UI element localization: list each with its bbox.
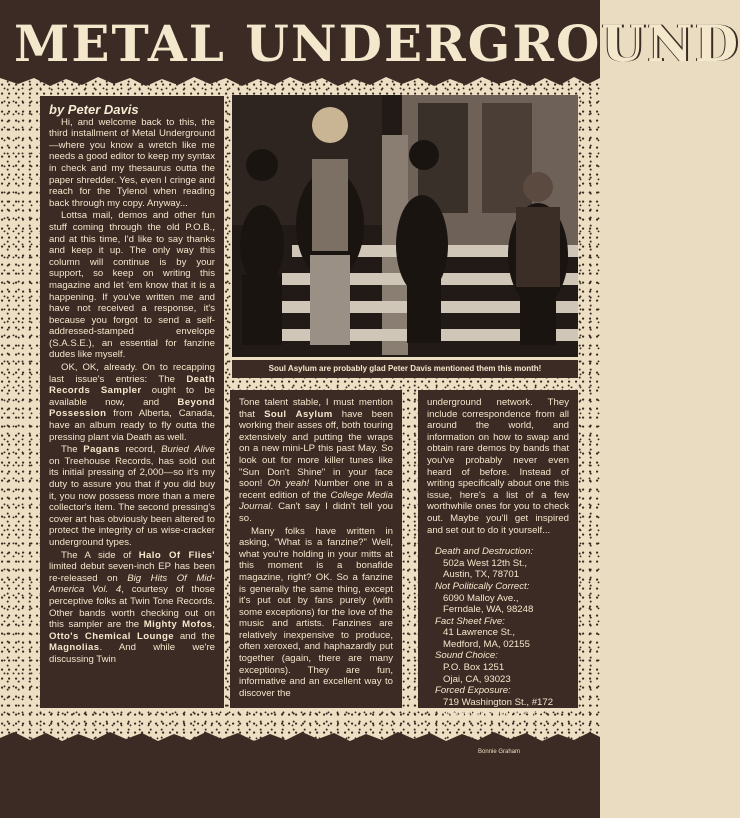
- band-photo: [232, 95, 578, 357]
- fanzine-entry: [435, 546, 569, 581]
- fanzine-entry: [435, 616, 569, 651]
- paragraph: The A side of Halo Of Flies' limited debut seven-inch EP has been re-released on Big Hits Of Mid-America Vol. 4, courtesy of those perceptive folks at Twin Tone Records. Other bands worth checking out on this sampler are the Mighty Mofos, Otto's Chemical Lounge and the Magnolias. And while we're discussing Twin: [49, 549, 216, 665]
- record-title: Big Hits Of Mid-America Vol. 4: [49, 572, 215, 596]
- fanzine-address: 502a West 12th St.,: [443, 557, 528, 569]
- fanzine-entry: [435, 685, 569, 720]
- fanzine-address: 719 Washington St., #172: [443, 696, 554, 708]
- band-name: Magnolias: [49, 642, 100, 654]
- band-name: Halo Of Flies': [138, 549, 215, 561]
- fanzine-address: P.O. Box 1251: [443, 662, 505, 674]
- fanzine-name: Fact Sheet Five:: [435, 615, 505, 627]
- record-title: Buried Alive: [161, 444, 215, 456]
- band-name: Pagans: [83, 444, 120, 456]
- publication-title: College Media Journal: [239, 489, 393, 513]
- fanzine-address: 6090 Malloy Ave.,: [443, 592, 519, 604]
- byline: by Peter Davis: [49, 102, 139, 117]
- band-photo-illustration: [232, 95, 578, 357]
- band-name: Beyond Possession: [49, 396, 215, 420]
- fanzine-name: Sound Choice:: [435, 650, 498, 662]
- footer-band: [0, 728, 600, 818]
- page-title: METAL UNDERGROUND: [14, 14, 740, 73]
- paragraph: OK, OK, already. On to recapping last issue's entries: The Death Records Sampler ought to be available now, and Beyond Possession from Alberta, Canada, have an album ready to fly outta the pressing plant via Death as well.: [49, 362, 215, 443]
- fanzine-city: Newtonville, MA, 02160: [443, 708, 544, 720]
- fanzine-city: Medford, MA, 02155: [443, 638, 530, 650]
- band-name: Death Records Sampler: [49, 373, 215, 397]
- paragraph: underground network. They include correspondence from all around the world, and information on how to swap and obtain rare demos by bands that you've probably never even heard of before. Instead of writing specifically about one this issue, here's a list of a few worthwhile ones for you to check out. Maybe you'll get inspired and set out to do it yourself...: [427, 397, 569, 536]
- band-name: Otto's Chemical Lounge: [49, 630, 175, 642]
- column-3: [418, 390, 578, 720]
- paragraph: Lottsa mail, demos and other fun stuff coming through the old P.O.B., and at this time, I'd like to say thanks and keep it up. The only way this column will continue is by your support, so keep on writing this magazine and let 'em know that it is a happening. If you've written me and have not received a response, it's because you forgot to send a self-addressed-stamped envelope (S.A.S.E.), an essential for fanzine dudes like myself.: [49, 210, 215, 361]
- column-1: [40, 96, 224, 708]
- fanzine-name: Death and Destruction:: [435, 546, 534, 558]
- fanzine-entry: [435, 581, 569, 616]
- fanzine-name: Not Politically Correct:: [435, 580, 530, 592]
- paragraph: The Pagans record, Buried Alive on Treehouse Records, has sold out its initial pressing of 2,000—so it's my duty to assure you that if you did buy it, you now possess more than a mere collector's item. The second pressing's cover art has obviously been altered to protect the integrity of us wise-cracker underground types.: [49, 444, 215, 548]
- fanzine-city: Ojai, CA, 93023: [443, 673, 511, 685]
- band-name: Mighty Mofos: [143, 619, 213, 631]
- fanzine-name: Forced Exposure:: [435, 685, 511, 697]
- fanzine-city: Austin, TX, 78701: [443, 569, 520, 581]
- photo-credit: Bonnie Graham: [478, 749, 521, 755]
- column-2: [230, 390, 402, 708]
- paragraph: Many folks have written in asking, "What is a fanzine?" Well, what you're holding in your mitts at this moment is a bonafide magazine, right? OK. So a fanzine is generally the same thing, except it's put out by fans purely (with some exceptions) for the love of the music and artists. Fanzines are relatively inexpensive to produce, often xeroxed, and haphazardly put together (again, there are many exceptions). They are fun, informative and an excellent way to discover the: [239, 525, 393, 699]
- fanzine-list: [435, 546, 569, 720]
- band-name: Soul Asylum: [264, 408, 333, 420]
- photo-caption: Soul Asylum are probably glad Peter Davis mentioned them this month!: [232, 360, 578, 378]
- paragraph: Tone talent stable, I must mention that Soul Asylum have been working their asses off, both touring extensively and putting the wraps on a new mini-LP this past May. So look out for more killer tunes like "Sun Don't Shine" in your face soon! Oh yeah! Number one in a recent edition of the College Media Journal. Can't say I didn't tell you so.: [239, 397, 394, 524]
- paragraph: Hi, and welcome back to this, the third installment of Metal Underground—where you know a wretch like me needs a good editor to keep my syntax in check and my thesaurus outta the paper shredder. Yes, even I cringe and reach for the Tylenol when reading back through my copy. Anyway...: [49, 116, 215, 209]
- fanzine-address: 41 Lawrence St.,: [443, 627, 515, 639]
- fanzine-entry: [435, 650, 569, 685]
- fanzine-city: Ferndale, WA, 98248: [443, 604, 534, 616]
